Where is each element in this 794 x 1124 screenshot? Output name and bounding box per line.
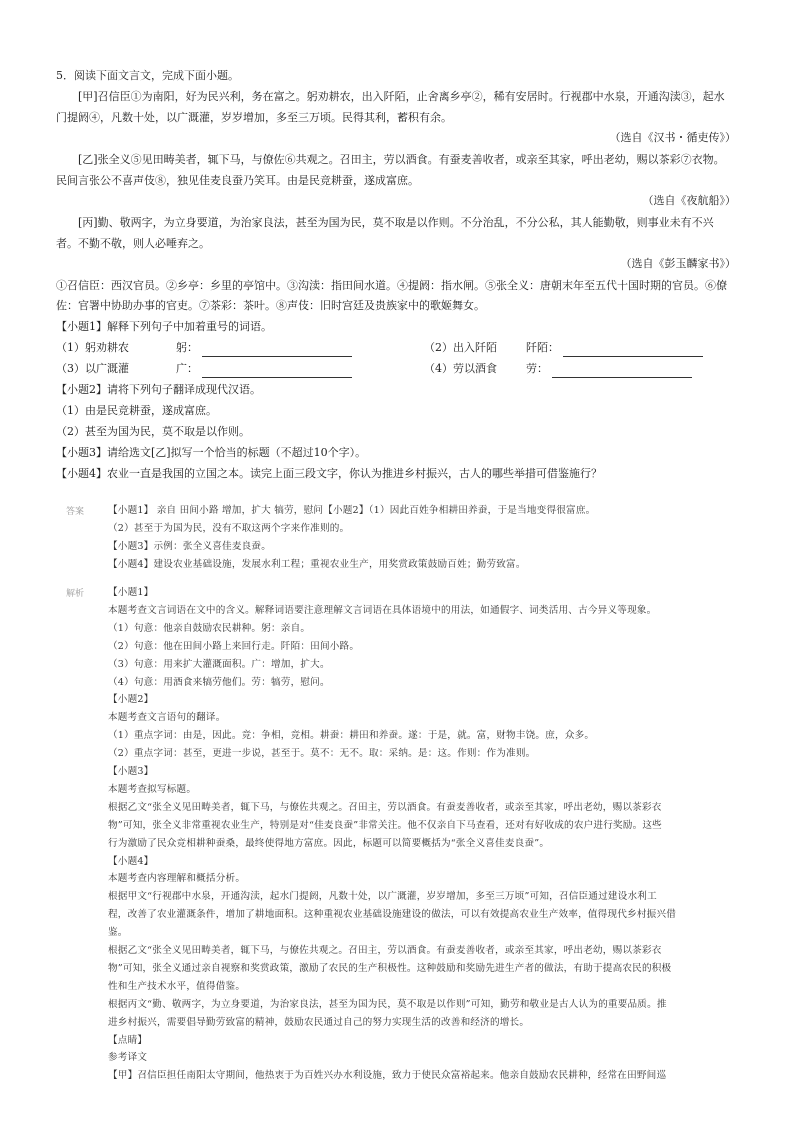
notes-line1: ①召信臣：西汉官员。②乡亭：乡里的亭馆中。③沟渎：指田间水道。④提阏：指水闸。⑤张全义：唐朝末年至五代十国时期的官员。⑥僚 [56,279,727,292]
analysis-line: 参考译文 [108,1052,148,1064]
subquestion-2-item-1: （1）由是民竞耕蚕，遂成富庶。 [56,404,217,417]
analysis-line: 根据甲文“行视郡中水泉，开通沟渎，起水门提阏，凡数十处，以广溉灌，岁岁增加，多至三万顷”可知，召信臣通过建设水利工 [108,891,657,903]
source-yi: （选自《夜航船》） [642,194,736,207]
analysis-line: 本题考查内容理解和概括分析。 [108,873,246,885]
answer-blank-3[interactable] [202,365,352,378]
question-title: 5．阅读下面文言文，完成下面小题。 [56,69,239,82]
analysis-line: 【小题1】 [108,587,154,598]
analysis-line: 本题考查文言语句的翻译。 [108,712,226,724]
source-jia: （选自《汉书・循吏传》） [609,131,736,144]
answer-line-4: 【小题4】建设农业基础设施，发展水利工程；重视农业生产，用奖赏政策鼓励百姓；勤劳致富。 [108,559,526,570]
analysis-line: （1）重点字词：由是，因此。竞：争相，竞相。耕蚕：耕田和养蚕。遂：于是，就。富，财物丰饶。庶，众多。 [108,730,595,742]
subquestion-2-item-2: （2）甚至为国为民，莫不取是以作则。 [56,425,250,438]
notes-line2: 佐：官署中协助办事的官吏。⑦茶彩：茶叶。⑧声伎：旧时宫廷及贵族家中的歌姬舞女。 [56,299,485,312]
answer-line-3: 【小题3】示例：张全义喜佳麦良蚕。 [108,541,272,552]
analysis-line: （4）句意：用酒食来犒劳他们。劳：犒劳，慰问。 [108,676,330,688]
q1-item-2-num: （2）出入阡陌 [424,341,497,354]
analysis-line: 根据乙文“张全义见田畴美者，辄下马，与僚佐共观之。召田主，劳以酒食。有蚕麦善收者，或亲至其家，呼出老幼，赐以茶彩衣 [108,801,662,813]
analysis-line: 【小题4】 [108,855,154,867]
analysis-line: 物”可知，张全义非常重视农业生产，特别是对“佳麦良蚕”非常关注。他不仅亲自下马查看，还对有好收成的农户进行奖励。这些 [108,819,662,831]
q1-item-3 [56,359,352,378]
passage-yi-line1: [乙]张全义⑤见田畴美者，辄下马，与僚佐⑥共观之。召田主，劳以酒食。有蚕麦善收者，或亲至其家，呼出老幼，赐以茶彩⑦衣物。 [78,153,725,166]
analysis-line: 鉴。 [108,927,128,939]
analysis-line: 本题考查拟写标题。 [108,783,197,795]
analysis-line: 【小题2】 [108,694,154,706]
passage-jia-line1: [甲]召信臣①为南阳，好为民兴利，务在富之。躬劝耕农，出入阡陌，止舍离乡亭②，稀有安居时。行视郡中水泉，开通沟渎③，起水 [78,90,725,103]
analysis-block [108,584,748,1084]
analysis-line: （1）句意：他亲自鼓励农民耕种。躬：亲自。 [108,622,311,634]
source-bing: （选自《彭玉麟家书》） [620,257,736,270]
passage-bing-line2: 者。不勤不敬，则人必唾弃之。 [56,237,210,250]
answer-line-1: 【小题1】 亲自 田间小路 增加，扩大 犒劳，慰问【小题2】（1）因此百姓争相耕田养蚕，于是当地变得很富庶。 [108,505,596,516]
analysis-line: 根据乙文“张全义见田畴美者，辄下马，与僚佐共观之。召田主，劳以酒食。有蚕麦善收者，或亲至其家，呼出老幼，赐以茶彩衣 [108,945,662,956]
answer-blank-2[interactable] [563,344,703,357]
analysis-line: （2）重点字词：甚至，更进一步说，甚至于。莫不：无不。取：采纳。是：这。作则：作为准则。 [108,748,536,760]
analysis-line: 程，改善了农业灌溉条件，增加了耕地面积。这种重视农业基础设施建设的做法，可以有效提高农业生产效率，值得现代乡村振兴借 [108,909,677,921]
analysis-line: 行为激励了民众竞相耕种蚕桑，最终使得地方富庶。因此，标题可以简要概括为“张全义喜佳麦良蚕”。 [108,837,550,849]
q1-item-3-word: 广： [176,362,198,375]
q1-item-4 [424,359,692,378]
subquestion-1: 【小题1】解释下列句子中加着重号的词语。 [56,320,272,333]
answer-line-2: （2）甚至于为国为民，没有不取这两个字来作准则的。 [108,523,350,534]
answer-blank-4[interactable] [552,365,692,378]
analysis-line: 进乡村振兴，需要倡导勤劳致富的精神，鼓励农民通过自己的努力实现生活的改善和经济的增长。 [108,1016,530,1028]
answer-tag: 答案 [66,507,85,517]
passage-bing-line1: [丙]勤、敬两字，为立身要道，为治家良法，甚至为国为民，莫不取是以作则。不分治乱，不分公私，其人能勤敬，则事业未有不兴 [78,216,714,229]
q1-item-1 [56,338,352,357]
q1-item-2-word: 阡陌： [526,341,559,354]
analysis-tag: 解析 [66,589,85,599]
passage-jia-line2: 门提阏④，凡数十处，以广溉灌，岁岁增加，多至三万顷。民得其利，蓄积有余。 [56,111,452,124]
analysis-line: 【小题3】 [108,766,154,777]
q1-item-4-num: （4）劳以酒食 [424,362,497,375]
analysis-line: 本题考查文言词语在文中的含义。解释词语要注意理解文言词语在具体语境中的用法，如通假字、词类活用、古今异义等现象。 [108,604,657,616]
q1-item-3-num: （3）以广溉灌 [56,362,129,375]
answer-blank-1[interactable] [202,344,352,357]
analysis-line: 性和生产技术水平，值得借鉴。 [108,980,246,992]
analysis-line: （3）句意：用来扩大灌溉面积。广：增加，扩大。 [108,658,330,670]
analysis-line: 物”可知，张全义通过亲自视察和奖赏政策，激励了农民的生产积极性。这种鼓励和奖励先进生产者的做法，有助于提高农民的积极 [108,962,672,974]
q1-item-2 [424,338,703,357]
subquestion-2: 【小题2】请将下列句子翻译成现代汉语。 [56,383,261,396]
q1-item-4-word: 劳： [526,362,548,375]
subquestion-4: 【小题4】农业一直是我国的立国之本。读完上面三段文字，你认为推进乡村振兴，古人的哪些举措可借鉴施行？ [56,467,602,480]
q1-item-1-num: （1）躬劝耕农 [56,341,129,354]
subquestion-3: 【小题3】请给选文[乙]拟写一个恰当的标题（不超过10个字）。 [56,446,367,459]
analysis-line: 【点睛】 [108,1034,148,1046]
q1-item-1-word: 躬： [176,341,198,354]
analysis-line: （2）句意：他在田间小路上来回行走。阡陌：田间小路。 [108,640,360,652]
analysis-line: 根据丙文“勤、敬两字，为立身要道，为治家良法，甚至为国为民，莫不取是以作则”可知，勤劳和敬业是古人认为的重要品质。推 [108,998,667,1010]
analysis-line: 【甲】召信臣担任南阳太守期间，他热衷于为百姓兴办水利设施，致力于使民众富裕起来。他亲自鼓励农民耕种，经常在田野间巡 [108,1070,667,1082]
passage-yi-line2: 民间言张公不喜声伎⑧，独见佳麦良蚕乃笑耳。由是民竞耕蚕，遂成富庶。 [56,174,419,187]
